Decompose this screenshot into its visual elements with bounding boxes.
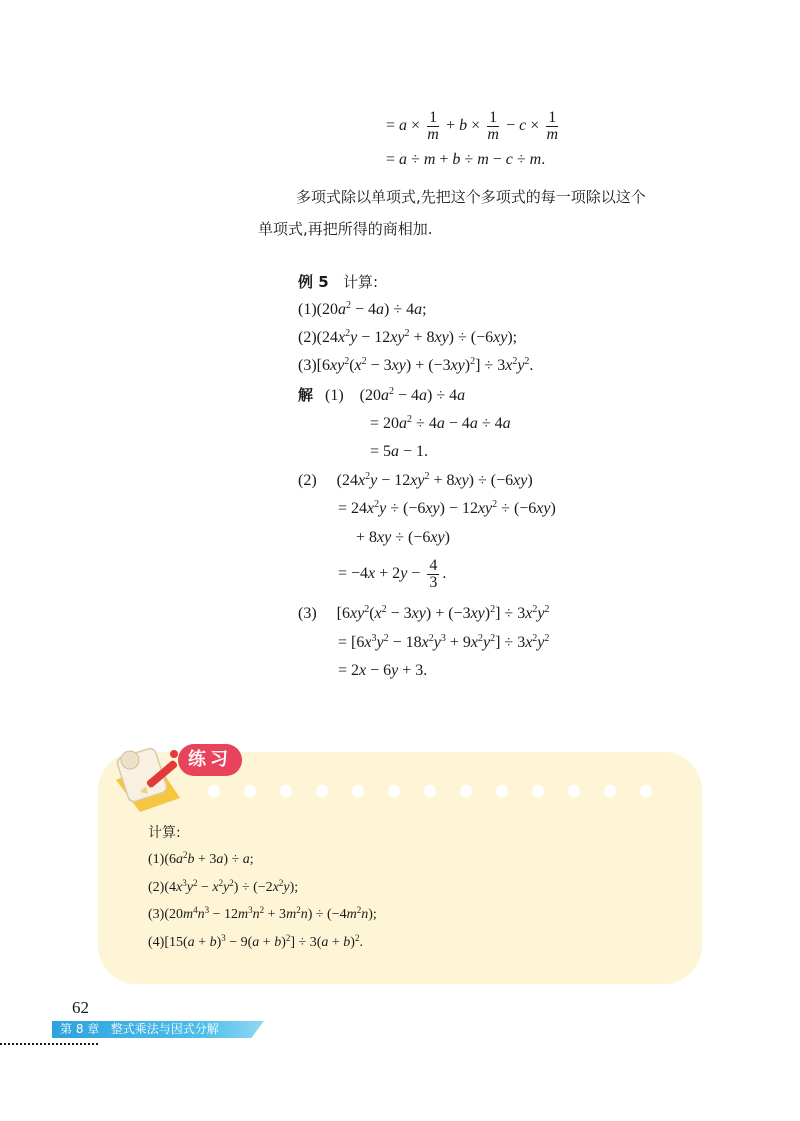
solution-3-line-1: (3) $[6xy^2(x^2 - 3xy) + (-3xy)^2] \div 3x^2y^2$ [298,604,550,622]
page-number: 62 [72,998,89,1017]
solution-2-line-1: (2) $(24x^2y - 12xy^2 + 8xy) \div (-6xy)$ [298,471,533,489]
solution-3-line-3: = 2x − 6y + 3. [338,662,428,679]
footer-dotted-line [0,1043,98,1045]
solution-label: 解 [298,386,314,404]
fraction-1-over-m: $\frac{1}{m}$ [546,108,559,143]
practice-question-4: $(4)[15(a + b)^3 - 9(a + b)^2] \div 3(a + b)^2$. [148,933,363,950]
fraction-4-over-3: $\frac{4}{3}$ [429,556,438,591]
solution-2-line-2: = $24x^2y \div (-6xy) - 12xy^2 \div (-6xy)$ [338,499,556,517]
solution-3-line-2: = $[6x^3y^2 - 18x^2y^3 + 9x^2y^2] \div 3x^2y^2$ [338,633,550,651]
example-instruction: 计算: [342,273,379,291]
example-title: 例 5 [298,273,329,291]
rule-line-2: 单项式,再把所得的商相加. [258,220,433,238]
practice-question-3: $(3)(20m^4n^3 - 12m^3n^2 + 3m^2n) \div (-4m^2n)$; [148,905,377,922]
solution-2-line-3: + 8xy ÷ (−6xy) [356,529,450,546]
chapter-title: 第 8 章 整式乘法与因式分解 [60,1022,219,1036]
fraction-1-over-m: $\frac{1}{m}$ [427,108,439,143]
rule-line-1: 多项式除以单项式,先把这个多项式的每一项除以这个 [296,188,646,206]
practice-question-1: $(1)(6a^2b + 3a) \div a$; [148,850,254,867]
example-question-1: $(1)(20a^2 - 4a) \div 4a$; [298,300,427,318]
intro-step-2: = a ÷ m + b ÷ m − c ÷ m. [386,151,546,168]
solution-1-line-2: = $20a^2 \div 4a - 4a \div 4a$ [370,414,511,432]
practice-box [98,749,702,984]
example-heading [298,272,378,292]
example-question-2: $(2)(24x^2y - 12xy^2 + 8xy) \div (-6xy)$; [298,328,518,346]
intro-step-1: = a × $\frac{1}{m}$ + b × $\frac{1}{m}$ − c × $\frac{1}{m}$ [386,108,559,143]
example-question-3: $(3)[6xy^2(x^2 - 3xy) + (-3xy)^2] \div 3x^2y^2$. [298,356,534,374]
solution-1-line-1: 解 (1) $(20a^2 - 4a) \div 4a$ [298,386,466,404]
fraction-1-over-m: $\frac{1}{m}$ [487,108,499,143]
practice-instruction: 计算: [148,825,181,841]
practice-badge: 练习 [178,744,242,776]
solution-1-line-3: = 5a − 1. [370,443,429,460]
solution-2-line-4: = −4x + 2y − $\frac{4}{3}$ . [338,556,447,591]
practice-question-2: $(2)(4x^3y^2 - x^2y^2) \div (-2x^2y)$; [148,878,299,895]
